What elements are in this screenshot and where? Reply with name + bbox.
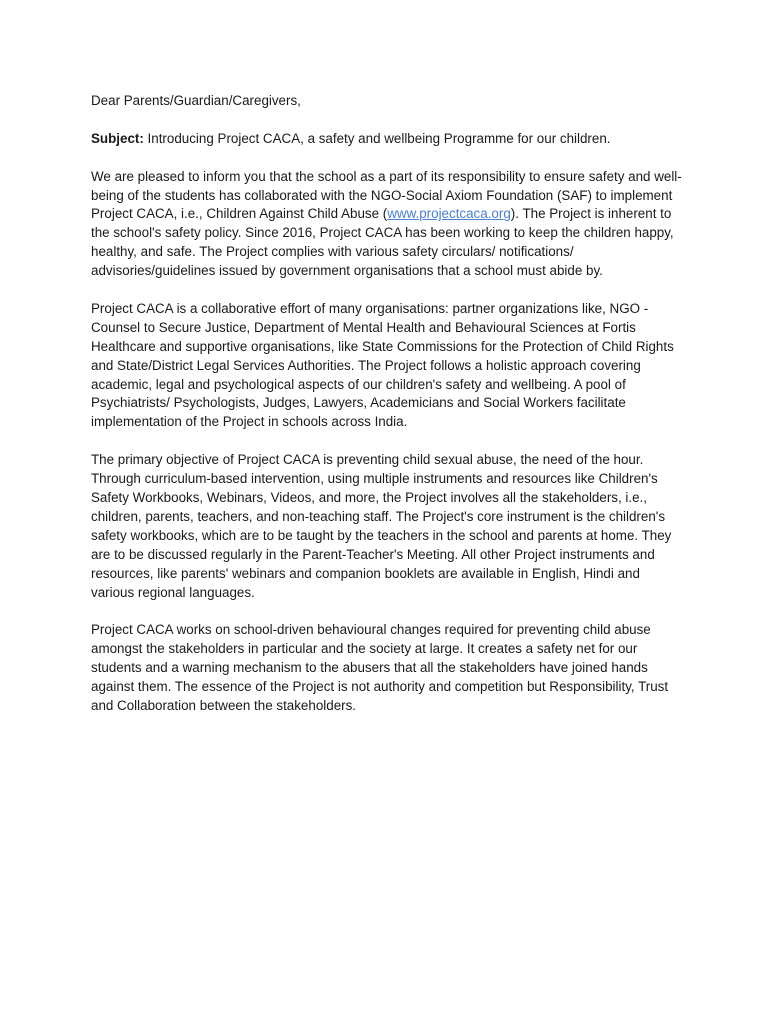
paragraph-intro <box>91 168 683 281</box>
salutation: Dear Parents/Guardian/Caregivers, <box>91 93 301 108</box>
subject-label: Subject: <box>91 130 144 146</box>
subject-line <box>91 130 683 149</box>
paragraph-intro-start: We are pleased to inform you that the school as a part of its responsibility to ensure safety and well-being of the students has collaborated with the NGO-Social Axiom Foundation (SAF) to implement Project CACA, i.e., Children Against Child Abuse ( <box>91 168 682 222</box>
paragraph-objective: The primary objective of Project CACA is preventing child sexual abuse, the need of the hour. Through curriculum-based intervention, using multiple instruments and resources like Children's Safety Workbooks, Webinars, Videos, and more, the Project involves all the stakeholders, i.e., children, parents, teachers, and non-teaching staff. The Project's core instrument is the children's safety workbooks, which are to be taught by the teachers in the school and parents at home. They are to be discussed regularly in the Parent-Teacher's Meeting. All other Project instruments and resources, like parents' webinars and companion booklets are available in English, Hindi and various regional languages. <box>91 452 672 600</box>
paragraph-intro-end: ). The Project is inherent to the school's safety policy. Since 2016, Project CACA has been working to keep the children happy, healthy, and safe. The Project complies with various safety circulars/ notifications/ advisories/guidelines issued by government organisations that a school must abide by. <box>91 206 674 279</box>
paragraph-collaboration: Project CACA is a collaborative effort of many organisations: partner organizations like, NGO - Counsel to Secure Justice, Department of Mental Health and Behavioural Sciences at Fortis Healthcare and supportive organisations, like State Commissions for the Protection of Child Rights and State/District Legal Services Authorities. The Project follows a holistic approach covering academic, legal and psychological aspects of our children's safety and wellbeing. A pool of Psychiatrists/ Psychologists, Judges, Lawyers, Academicians and Social Workers facilitate implementation of the Project in schools across India. <box>91 300 674 430</box>
website-link[interactable]: www.projectcaca.org <box>387 206 511 222</box>
subject-text: Introducing Project CACA, a safety and wellbeing Programme for our children. <box>143 130 611 146</box>
paragraph-behavioural-change: Project CACA works on school-driven behavioural changes required for preventing child abuse amongst the stakeholders in particular and the society at large. It creates a safety net for our students and a warning mechanism to the abusers that all the stakeholders have joined hands against them. The essence of the Project is not authority and competition but Responsibility, Trust and Collaboration between the stakeholders. <box>91 622 669 713</box>
letter-body <box>91 92 683 735</box>
